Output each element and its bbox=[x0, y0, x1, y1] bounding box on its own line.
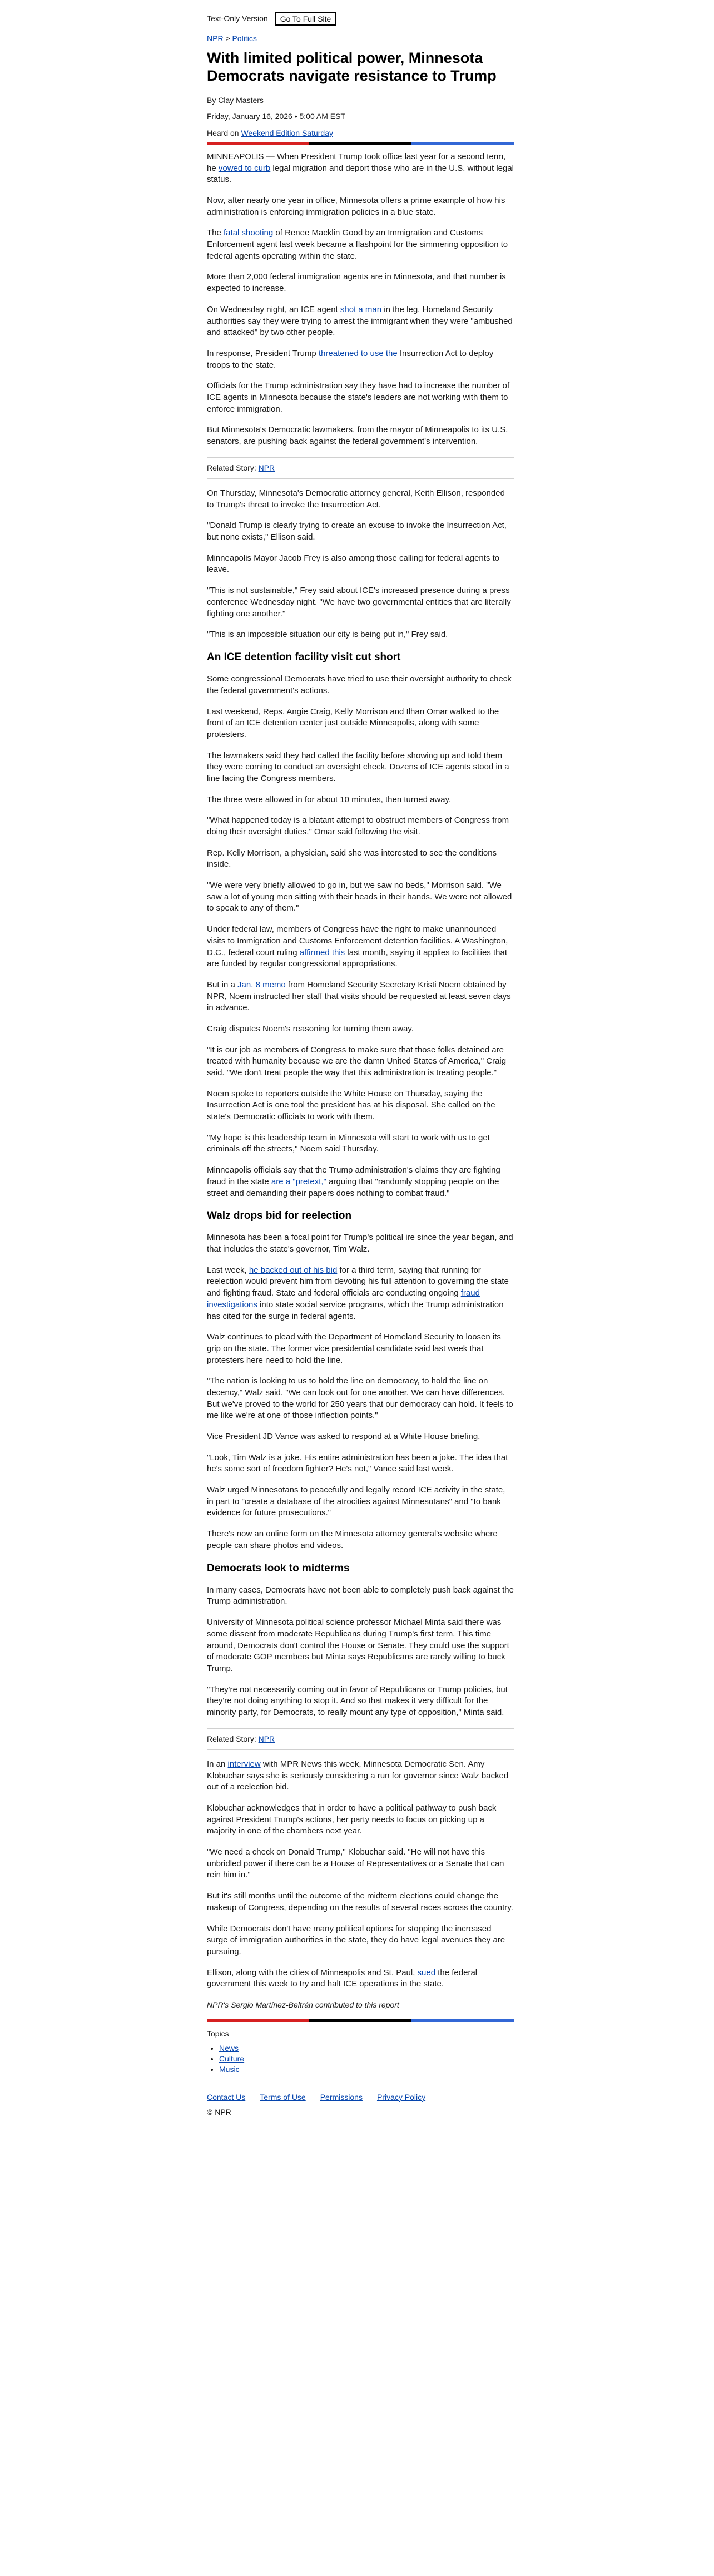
link-affirmed-this[interactable]: affirmed this bbox=[299, 947, 345, 957]
heard-on-prefix: Heard on bbox=[207, 128, 241, 137]
link-fatal-shooting[interactable]: fatal shooting bbox=[224, 228, 274, 238]
paragraph: Under federal law, members of Congress have the right to make unannounced visits to Immigration and Customs Enforcement detention facilities. A Washington, D.C., federal court ruling affirmed this last month, saying it applies to facilities that are funded by regular congressional appropriations. bbox=[207, 924, 508, 969]
paragraph: "Donald Trump is clearly trying to create an excuse to invoke the Insurrection Act, but none exists," Ellison said. bbox=[207, 521, 507, 542]
link-sued[interactable]: sued bbox=[417, 1967, 436, 1977]
paragraph: While Democrats don't have many political options for stopping the increased surge of immigration authorities in the state, they do have legal avenues they are pursuing. bbox=[207, 1924, 505, 1956]
rule-blue bbox=[411, 142, 514, 145]
paragraph: "It is our job as members of Congress to make sure that those folks detained are treated with humanity because we are the damn United States of America," Craig said. "We don't treat people the way that this administration is treating people." bbox=[207, 1045, 507, 1077]
link-interview[interactable]: interview bbox=[227, 1759, 261, 1769]
dateline: Friday, January 16, 2026 • 5:00 AM EST bbox=[207, 112, 345, 121]
topic-link-culture[interactable]: Culture bbox=[219, 2054, 245, 2063]
color-rule-top bbox=[207, 142, 514, 145]
paragraph: "We need a check on Donald Trump," Klobuchar said. "He will not have this unbridled power if there can be a House of Representatives or a Senate that can rein him in." bbox=[207, 1847, 504, 1880]
topic-item bbox=[219, 2043, 514, 2054]
top-bar bbox=[207, 12, 514, 26]
breadcrumb-home-link[interactable]: NPR bbox=[207, 34, 224, 43]
link-fraud-investigations[interactable]: fraud investigations bbox=[207, 1288, 480, 1309]
contributor-credit: NPR's Sergio Martínez-Beltrán contributed to this report bbox=[207, 2000, 399, 2009]
link-threatened[interactable]: threatened to use the bbox=[318, 348, 398, 358]
byline: By Clay Masters bbox=[207, 96, 264, 105]
copyright: © NPR bbox=[207, 2107, 231, 2117]
related-story-label: Related Story: bbox=[207, 463, 259, 472]
privacy-policy-link[interactable]: Privacy Policy bbox=[376, 2092, 426, 2102]
paragraph: Rep. Kelly Morrison, a physician, said she was interested to see the conditions inside. bbox=[207, 848, 497, 869]
section-heading-ice: An ICE detention facility visit cut short bbox=[207, 651, 401, 663]
paragraph: More than 2,000 federal immigration agents are in Minnesota, and that number is expected to increase. bbox=[207, 272, 506, 294]
breadcrumb-section-link[interactable]: Politics bbox=[232, 34, 257, 43]
topics-label: Topics bbox=[207, 2029, 229, 2039]
paragraph: The lawmakers said they had called the facility before showing up and told them they were coming to conduct an oversight check. Dozens of ICE agents stood in a line facing the Congress members. bbox=[207, 750, 509, 783]
rule-red bbox=[207, 2019, 309, 2022]
paragraph: Last week, he backed out of his bid for a third term, saying that running for reelection would prevent him from devoting his full attention to governing the state and fighting fraud. State and federal officials are conducting ongoing fraud investigations into state social service programs, which the Trump administration has cited for the surge in federal agents. bbox=[207, 1265, 509, 1321]
paragraph: "The nation is looking to us to hold the line on democracy, to hold the line on decency," Walz said. "We can look out for one another. We can have differences. But we've proved to the world for 250 years that our democracy can hold. It feels to me like we're at one of those inflection points." bbox=[207, 1376, 513, 1421]
go-to-full-site-button[interactable]: Go To Full Site bbox=[275, 12, 337, 26]
link-pretext[interactable]: are a "pretext," bbox=[271, 1176, 326, 1186]
link-jan-8-memo[interactable]: Jan. 8 memo bbox=[237, 980, 286, 990]
section-heading-midterms: Democrats look to midterms bbox=[207, 1562, 350, 1574]
link-shot-a-man[interactable]: shot a man bbox=[340, 304, 382, 314]
link-backed-out[interactable]: he backed out of his bid bbox=[249, 1265, 338, 1275]
topic-link-music[interactable]: Music bbox=[219, 2065, 240, 2074]
permissions-link[interactable]: Permissions bbox=[320, 2092, 363, 2102]
paragraph: Last weekend, Reps. Angie Craig, Kelly Morrison and Ilhan Omar walked to the front of an ICE detention center just outside Minneapolis, along with some protesters. bbox=[207, 706, 499, 739]
rule-black bbox=[309, 142, 411, 145]
paragraph: On Wednesday night, an ICE agent shot a man in the leg. Homeland Security authorities say they were trying to arrest the immigrant when they were "ambushed and attacked" by two other people. bbox=[207, 304, 513, 338]
terms-of-use-link[interactable]: Terms of Use bbox=[260, 2092, 306, 2102]
paragraph: "This is not sustainable," Frey said about ICE's increased presence during a press conference Wednesday night. "We have two governmental entities that are literally fighting one another." bbox=[207, 586, 511, 619]
rule-red bbox=[207, 142, 309, 145]
paragraph: Klobuchar acknowledges that in order to have a political pathway to push back against President Trump's actions, her party needs to focus on picking up a majority in one of the chambers next year. bbox=[207, 1803, 497, 1836]
breadcrumb-separator: > bbox=[225, 34, 230, 43]
paragraph: Minneapolis officials say that the Trump administration's claims they are fighting fraud in the state are a "pretext," arguing that "randomly stopping people on the street and demanding their papers does nothing to combat fraud." bbox=[207, 1165, 500, 1198]
breadcrumb bbox=[207, 33, 514, 44]
related-story-link[interactable]: NPR bbox=[258, 463, 275, 472]
topic-link-news[interactable]: News bbox=[219, 2043, 239, 2053]
paragraph: Ellison, along with the cities of Minneapolis and St. Paul, sued the federal government this week to try and halt ICE operations in the state. bbox=[207, 1967, 478, 1989]
paragraph: In response, President Trump threatened to use the Insurrection Act to deploy troops to the state. bbox=[207, 348, 494, 370]
paragraph: Minneapolis Mayor Jacob Frey is also among those calling for federal agents to leave. bbox=[207, 553, 500, 575]
paragraph: In many cases, Democrats have not been able to completely push back against the Trump administration. bbox=[207, 1585, 514, 1606]
article-title: With limited political power, Minnesota Democrats navigate resistance to Trump bbox=[207, 50, 497, 85]
topics-list bbox=[207, 2043, 514, 2075]
paragraph: "My hope is this leadership team in Minnesota will start to work with us to get criminals off the streets," Noem said Thursday. bbox=[207, 1133, 490, 1154]
topic-item bbox=[219, 2064, 514, 2075]
paragraph: But in a Jan. 8 memo from Homeland Security Secretary Kristi Noem obtained by NPR, Noem instructed her staff that visits should be requested at least seven days in advance. bbox=[207, 980, 511, 1013]
paragraph: Some congressional Democrats have tried to use their oversight authority to check the federal government's actions. bbox=[207, 674, 512, 695]
paragraph: But Minnesota's Democratic lawmakers, from the mayor of Minneapolis to its U.S. senators, are pushing back against the federal government's intervention. bbox=[207, 425, 508, 447]
rule-blue bbox=[411, 2019, 514, 2022]
paragraph: Vice President JD Vance was asked to respond at a White House briefing. bbox=[207, 1432, 480, 1442]
paragraph: "Look, Tim Walz is a joke. His entire administration has been a joke. The idea that he's some sort of freedom fighter? He's not," Vance said last week. bbox=[207, 1452, 508, 1474]
paragraph: But it's still months until the outcome of the midterm elections could change the makeup of Congress, depending on the results of several races across the country. bbox=[207, 1891, 513, 1912]
paragraph: Walz urged Minnesotans to peacefully and legally record ICE activity in the state, in part to "create a database of the atrocities against Minnesotans" and "to bank evidence for future prosecutions." bbox=[207, 1485, 505, 1518]
paragraph: Officials for the Trump administration say they have had to increase the number of ICE agents in Minnesota because the state's leaders are not working with them to enforce immigration. bbox=[207, 381, 510, 414]
heard-on-link[interactable]: Weekend Edition Saturday bbox=[241, 128, 333, 137]
paragraph: Walz continues to plead with the Department of Homeland Security to loosen its grip on the state. The former vice presidential candidate said last week that protesters here need to hold the line. bbox=[207, 1332, 501, 1365]
related-story bbox=[207, 1728, 514, 1750]
paragraph: University of Minnesota political science professor Michael Minta said there was some dissent from moderate Republicans during Trump's first term. This time around, Democrats don't control the House or Senate. They could use the support of moderate GOP members but Minta says Republicans are rarely willing to buck Trump. bbox=[207, 1618, 509, 1673]
paragraph: Minnesota has been a focal point for Trump's political ire since the year began, and that includes the state's governor, Tim Walz. bbox=[207, 1233, 513, 1254]
section-heading-walz: Walz drops bid for reelection bbox=[207, 1210, 352, 1222]
related-story bbox=[207, 457, 514, 479]
page bbox=[207, 0, 514, 2140]
heard-on bbox=[207, 128, 514, 139]
paragraph: In an interview with MPR News this week, Minnesota Democratic Sen. Amy Klobuchar says she is seriously considering a run for governor since Walz backed out of a reelection bid. bbox=[207, 1759, 509, 1792]
paragraph: "They're not necessarily coming out in favor of Republicans or Trump policies, but they're not doing anything to stop it. And so that makes it very difficult for the minority party, for Democrats, to really mount any type of opposition," Minta said. bbox=[207, 1684, 508, 1717]
paragraph: On Thursday, Minnesota's Democratic attorney general, Keith Ellison, responded to Trump's threat to invoke the Insurrection Act. bbox=[207, 488, 505, 510]
related-story-label: Related Story: bbox=[207, 1734, 259, 1743]
paragraph: "What happened today is a blatant attempt to obstruct members of Congress from doing their oversight duties," Omar said following the visit. bbox=[207, 815, 509, 837]
paragraph: Now, after nearly one year in office, Minnesota offers a prime example of how his administration is enforcing immigration policies in a blue state. bbox=[207, 196, 505, 217]
paragraph: Noem spoke to reporters outside the White House on Thursday, saying the Insurrection Act is one tool the president has at his disposal. She called on the state's Democratic officials to work with them. bbox=[207, 1089, 495, 1122]
paragraph: The three were allowed in for about 10 minutes, then turned away. bbox=[207, 794, 452, 804]
link-vowed-to-curb[interactable]: vowed to curb bbox=[218, 163, 271, 173]
paragraph: The fatal shooting of Renee Macklin Good by an Immigration and Customs Enforcement agent last week became a flashpoint for the simmering opposition to federal agents operating within the state. bbox=[207, 228, 508, 261]
paragraph: "This is an impossible situation our city is being put in," Frey said. bbox=[207, 630, 448, 640]
rule-black bbox=[309, 2019, 411, 2022]
topic-item bbox=[219, 2054, 514, 2064]
contact-us-link[interactable]: Contact Us bbox=[207, 2092, 246, 2102]
color-rule-bottom bbox=[207, 2019, 514, 2022]
paragraph: "We were very briefly allowed to go in, but we saw no beds," Morrison said. "We saw a lot of young men sitting with their heads in their hands. We were not allowed to speak to any of them." bbox=[207, 881, 512, 913]
paragraph: MINNEAPOLIS — When President Trump took office last year for a second term, he vowed to curb legal migration and deport those who are in the U.S. without legal status. bbox=[207, 151, 514, 185]
text-only-label: Text-Only Version bbox=[207, 14, 268, 23]
related-story-link[interactable]: NPR bbox=[258, 1734, 275, 1743]
footer-links bbox=[207, 2092, 514, 2103]
paragraph: There's now an online form on the Minnesota attorney general's website where people can share photos and videos. bbox=[207, 1529, 498, 1550]
paragraph: Craig disputes Noem's reasoning for turning them away. bbox=[207, 1024, 414, 1034]
